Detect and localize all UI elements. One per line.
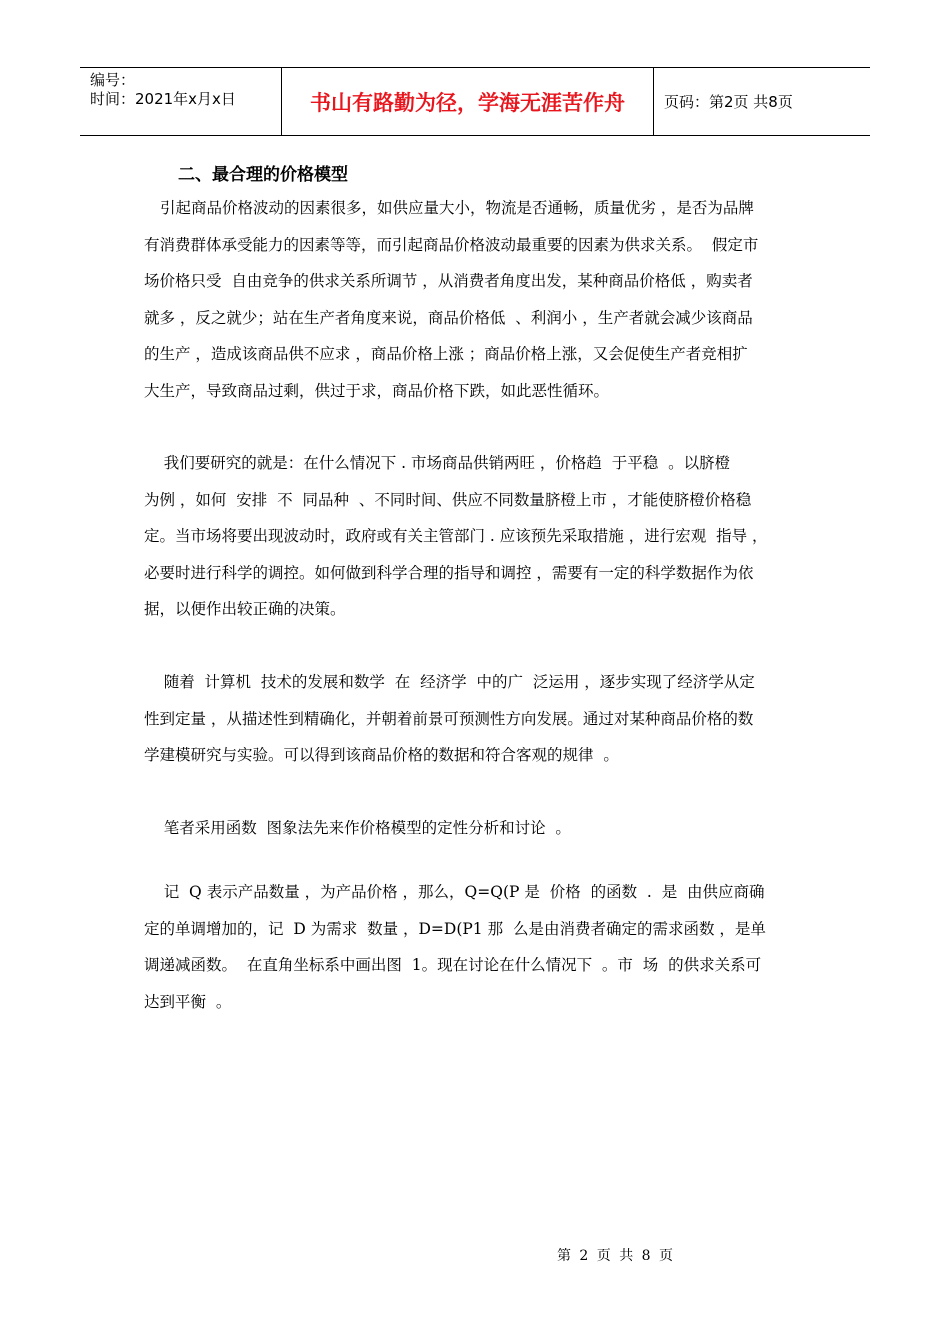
- paragraph-1: [144, 190, 810, 409]
- header-motto: 书山有路勤为径，学海无涯苦作舟: [281, 68, 654, 135]
- paragraph-line: 据，以便作出较正确的决策。: [144, 600, 346, 618]
- paragraph-line: 的生产 ，造成该商品供不应求 ，商品价格上涨 ；商品价格上涨，又会促使生产者竞相扩: [144, 345, 748, 363]
- paragraph-line: 场价格只受 自由竞争的供求关系所调节 ，从消费者角度出发，某种商品价格低 ，购卖者: [144, 272, 753, 290]
- paragraph-line: 大生产，导致商品过剩，供过于求，商品价格下跌，如此恶性循环。: [144, 381, 610, 400]
- paragraph-4: [144, 810, 810, 847]
- date-label: 时间：2021年x月x日: [90, 90, 236, 108]
- paragraph-line: 定。当市场将要出现波动时，政府或有关主管部门 . 应该预先采取措施 ，进行宏观 指导 ，: [144, 527, 768, 545]
- paragraph-line: 记 Q 表示产品数量 ，为产品价格 ，那么，Q=Q(P 是 价格 的函数 . 是 由供应商确: [144, 883, 765, 901]
- page-header: [80, 67, 870, 136]
- header-meta: [80, 68, 281, 135]
- paragraph-line: 达到平衡 。: [144, 992, 232, 1011]
- paragraph-line: 笔者采用函数 图象法先来作价格模型的定性分析和讨论 。: [144, 819, 571, 837]
- paragraph-line: 引起商品价格波动的因素很多，如供应量大小，物流是否通畅，质量优劣 ，是否为品牌: [160, 199, 754, 217]
- page-footer: 第 2 页 共 8 页: [556, 1248, 676, 1264]
- section-heading: 二、最合理的价格模型: [178, 165, 348, 185]
- paragraph-line: 调递减函数。 在直角坐标系中画出图 1。现在讨论在什么情况下 。市 场 的供求关系可: [144, 956, 762, 974]
- paragraph-2: [144, 445, 810, 628]
- paragraph-line: 有消费群体承受能力的因素等等，而引起商品价格波动最重要的因素为供求关系。 假定市: [144, 235, 759, 254]
- paragraph-line: 随着 计算机 技术的发展和数学 在 经济学 中的广 泛运用 ，逐步实现了经济学从定: [144, 673, 755, 691]
- paragraph-line: 学建模研究与实验。可以得到该商品价格的数据和符合客观的规律 。: [144, 746, 619, 764]
- paragraph-line: 必要时进行科学的调控。如何做到科学合理的指导和调控 ，需要有一定的科学数据作为依: [144, 563, 754, 582]
- paragraph-line: 就多 ，反之就少；站在生产者角度来说，商品价格低 、利润小 ，生产者就会减少该商品: [144, 308, 753, 327]
- paragraph-5: [144, 874, 810, 1020]
- paragraph-line: 为例 ，如何 安排 不 同品种 、不同时间、供应不同数量脐橙上市 ，才能使脐橙价格稳: [144, 490, 752, 509]
- paragraph-line: 性到定量 ，从描述性到精确化，并朝着前景可预测性方向发展。通过对某种商品价格的数: [144, 709, 754, 728]
- header-page-number: 页码：第2页 共8页: [664, 93, 793, 111]
- paragraph-3: [144, 664, 810, 774]
- paragraph-line: 我们要研究的就是：在什么情况下 . 市场商品供销两旺 ，价格趋 于平稳 。以脐橙: [144, 454, 731, 472]
- paragraph-line: 定的单调增加的，记 D 为需求 数量 ，D=D(P1 那 么是由消费者确定的需求函数 ，是单: [144, 919, 766, 938]
- document-number-label: 编号：: [90, 71, 136, 89]
